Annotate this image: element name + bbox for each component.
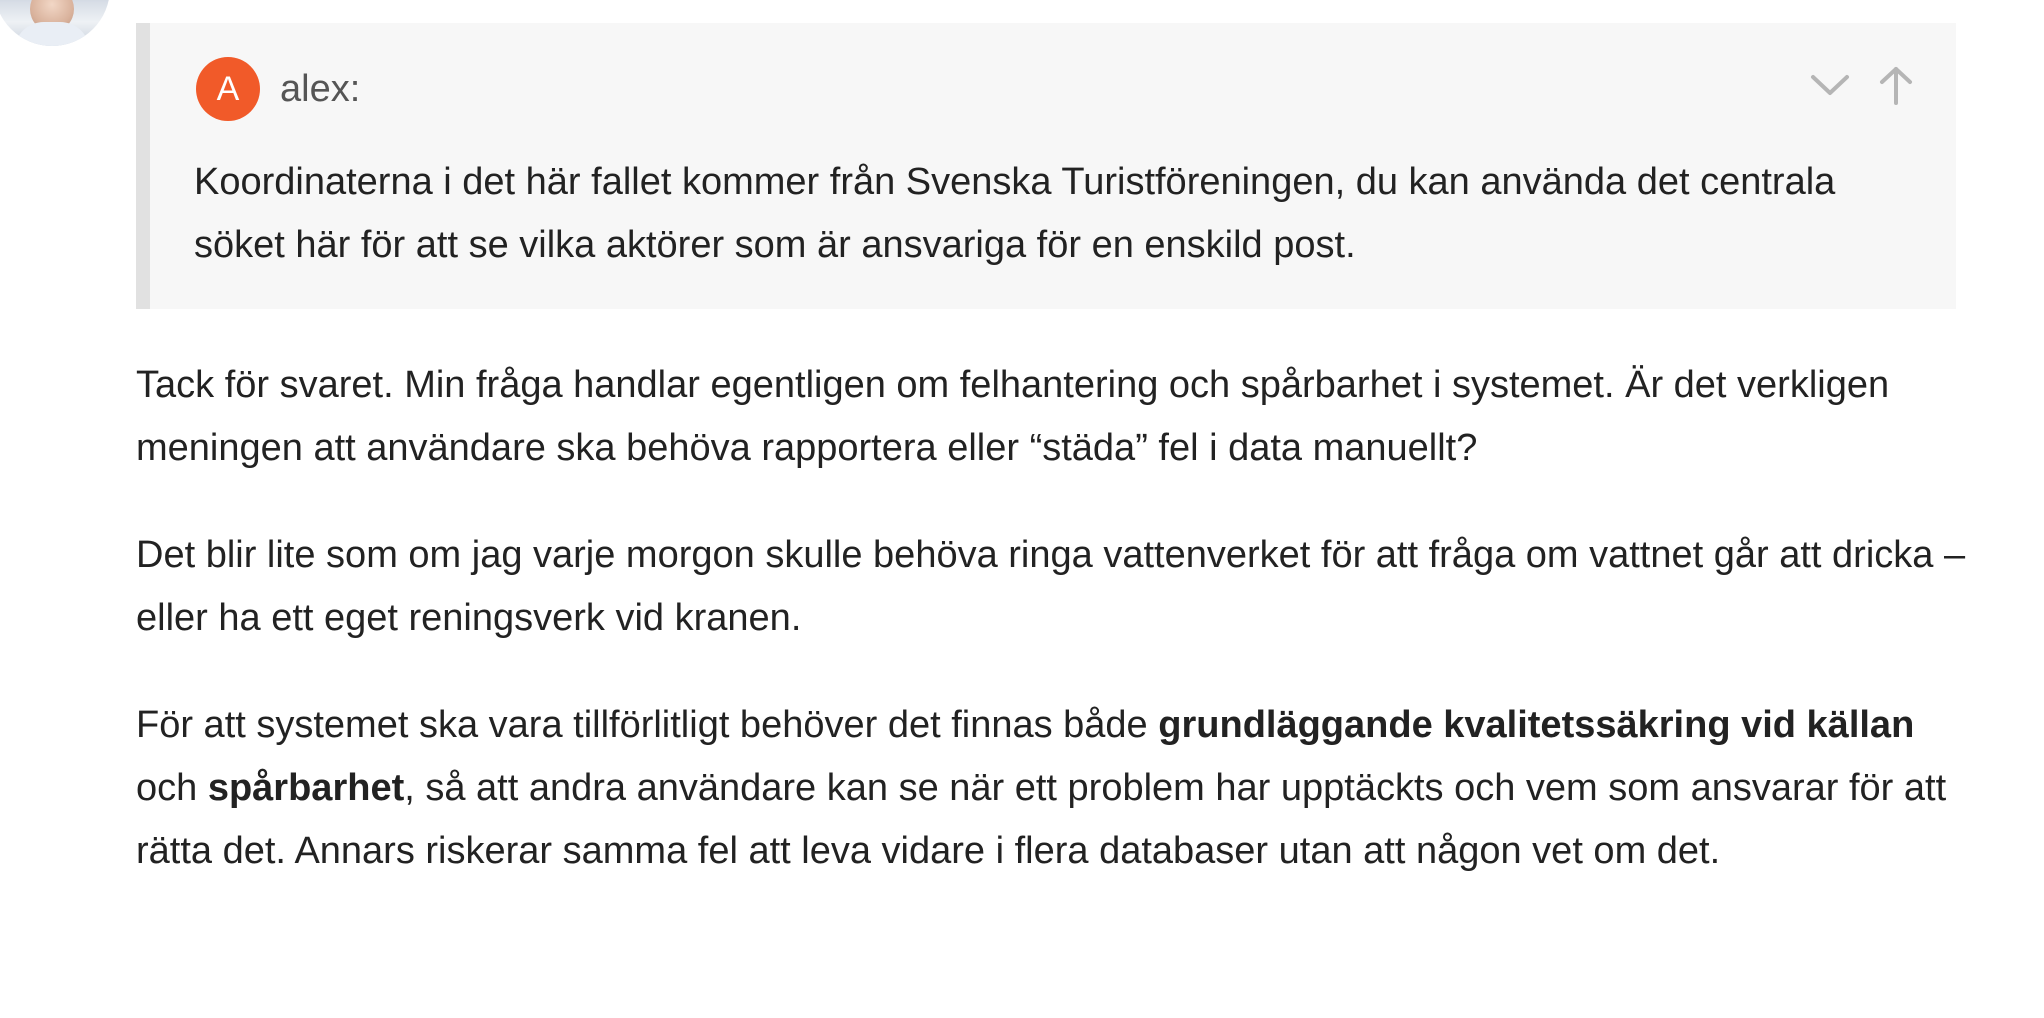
quote-text: Koordinaterna i det här fallet kommer från Svenska Turistföreningen, du kan använda det centrala söket här för att se vilka aktörer som är ansvariga för en enskild post. xyxy=(194,161,1836,266)
quote-block xyxy=(136,23,1956,309)
post-paragraph-3-text-3: , så att andra användare kan se när ett problem har upptäckts och vem som ansvarar för att rätta det. Annars riskerar samma fel att leva vidare i flera databaser utan att någon vet om det. xyxy=(136,767,1947,872)
post-paragraph-3-bold-2: spårbarhet xyxy=(207,767,405,809)
post-paragraph-3-text-2: och xyxy=(136,767,208,809)
quote-header xyxy=(196,57,360,121)
quote-controls xyxy=(1808,63,1918,107)
avatar-collar xyxy=(14,22,90,46)
chevron-down-icon xyxy=(1810,72,1850,98)
post-paragraph-3-text-1: För att systemet ska vara tillförlitligt behöver det finnas både xyxy=(136,704,1159,746)
quote-author-avatar[interactable]: A xyxy=(196,57,260,121)
go-to-quoted-post-button[interactable] xyxy=(1874,63,1918,107)
expand-quote-button[interactable] xyxy=(1808,63,1852,107)
post-paragraph-3-bold-1: grundläggande kvalitetssäkring vid källan xyxy=(1158,704,1915,746)
arrow-up-icon xyxy=(1878,65,1914,105)
poster-avatar[interactable] xyxy=(0,0,110,46)
post-body xyxy=(136,354,1966,927)
post-paragraph-1: Tack för svaret. Min fråga handlar egentligen om felhantering och spårbarhet i systemet. Är det verkligen meningen att användare ska behöva rapportera eller “städa” fel i data manuellt? xyxy=(136,364,1890,469)
quote-author-name: alex: xyxy=(280,67,361,110)
post-paragraph-2: Det blir lite som om jag varje morgon skulle behöva ringa vattenverket för att fråga om vattnet går att dricka – eller ha ett eget reningsverk vid kranen. xyxy=(136,534,1966,639)
post-paragraph-3 xyxy=(136,694,1966,883)
